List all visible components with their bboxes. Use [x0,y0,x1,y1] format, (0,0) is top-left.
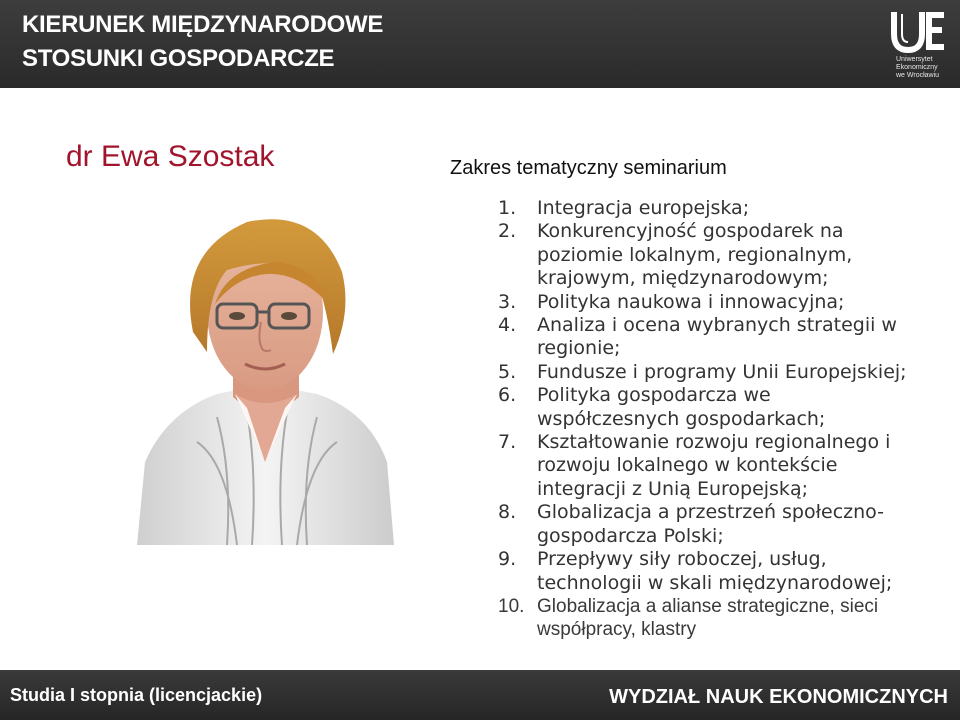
topic-number: 3. [498,290,517,313]
study-level-label: Studia I stopnia (licencjackie) [10,685,263,705]
topic-item [498,384,918,431]
topic-number: 7. [498,431,517,454]
topic-item [498,548,918,595]
topic-number: 9. [498,548,517,571]
logo-text-line1: Uniwersytet [896,56,933,63]
header-title [22,8,383,76]
person-name: dr Ewa Szostak [66,140,275,173]
seminar-title: Zakres tematyczny seminarium [450,157,727,179]
footer-bar [0,670,960,720]
topic-number: 2. [498,220,517,243]
topic-text: Przepływy siły roboczej, usług, technologii w skali międzynarodowej; [537,548,893,594]
header-title-line1: KIERUNEK MIĘDZYNARODOWE [22,11,384,38]
logo-text-line3: we Wrocławiu [896,72,940,79]
topic-number: 10. [498,595,525,617]
topic-text: Globalizacja a alianse strategiczne, sieci współpracy, klastry [537,595,879,641]
topic-text: Konkurencyjność gospodarek na poziomie lokalnym, regionalnym, krajowym, międzynarodowym; [537,220,853,290]
logo-text [896,56,956,80]
topic-text: Kształtowanie rozwoju regionalnego i rozwoju lokalnego w kontekście integracji z Unią Europejską; [537,431,891,500]
topic-text: Globalizacja a przestrzeń społeczno-gospodarcza Polski; [537,501,885,547]
topic-item [498,197,918,220]
topic-number: 4. [498,314,517,337]
topic-text: Fundusze i programy Unii Europejskiej; [537,360,907,383]
ue-logo-mark-icon [890,8,946,54]
topics-list [498,197,918,642]
faculty-label: WYDZIAŁ NAUK EKONOMICZNYCH [609,686,948,708]
topic-item [498,431,918,501]
logo-text-line2: Ekonomiczny [896,64,938,71]
topic-item [498,595,918,642]
topic-item [498,501,918,548]
header-title-line2: STOSUNKI GOSPODARCZE [22,45,335,72]
university-logo [880,6,956,84]
topic-text: Integracja europejska; [537,197,750,219]
topic-text: Analiza i ocena wybranych strategii w regionie; [537,314,897,360]
topic-number: 8. [498,501,517,524]
topic-text: Polityka gospodarcza we współczesnych gospodarkach; [537,384,826,430]
topic-number: 5. [498,360,517,383]
topic-item [498,314,918,361]
topic-item [498,220,918,290]
topic-text: Polityka naukowa i innowacyjna; [537,290,845,313]
topic-number: 1. [498,197,517,219]
portrait-photo [137,212,394,545]
topic-item [498,291,918,314]
header-bar [0,0,960,88]
topic-item [498,361,918,384]
topic-number: 6. [498,384,517,407]
